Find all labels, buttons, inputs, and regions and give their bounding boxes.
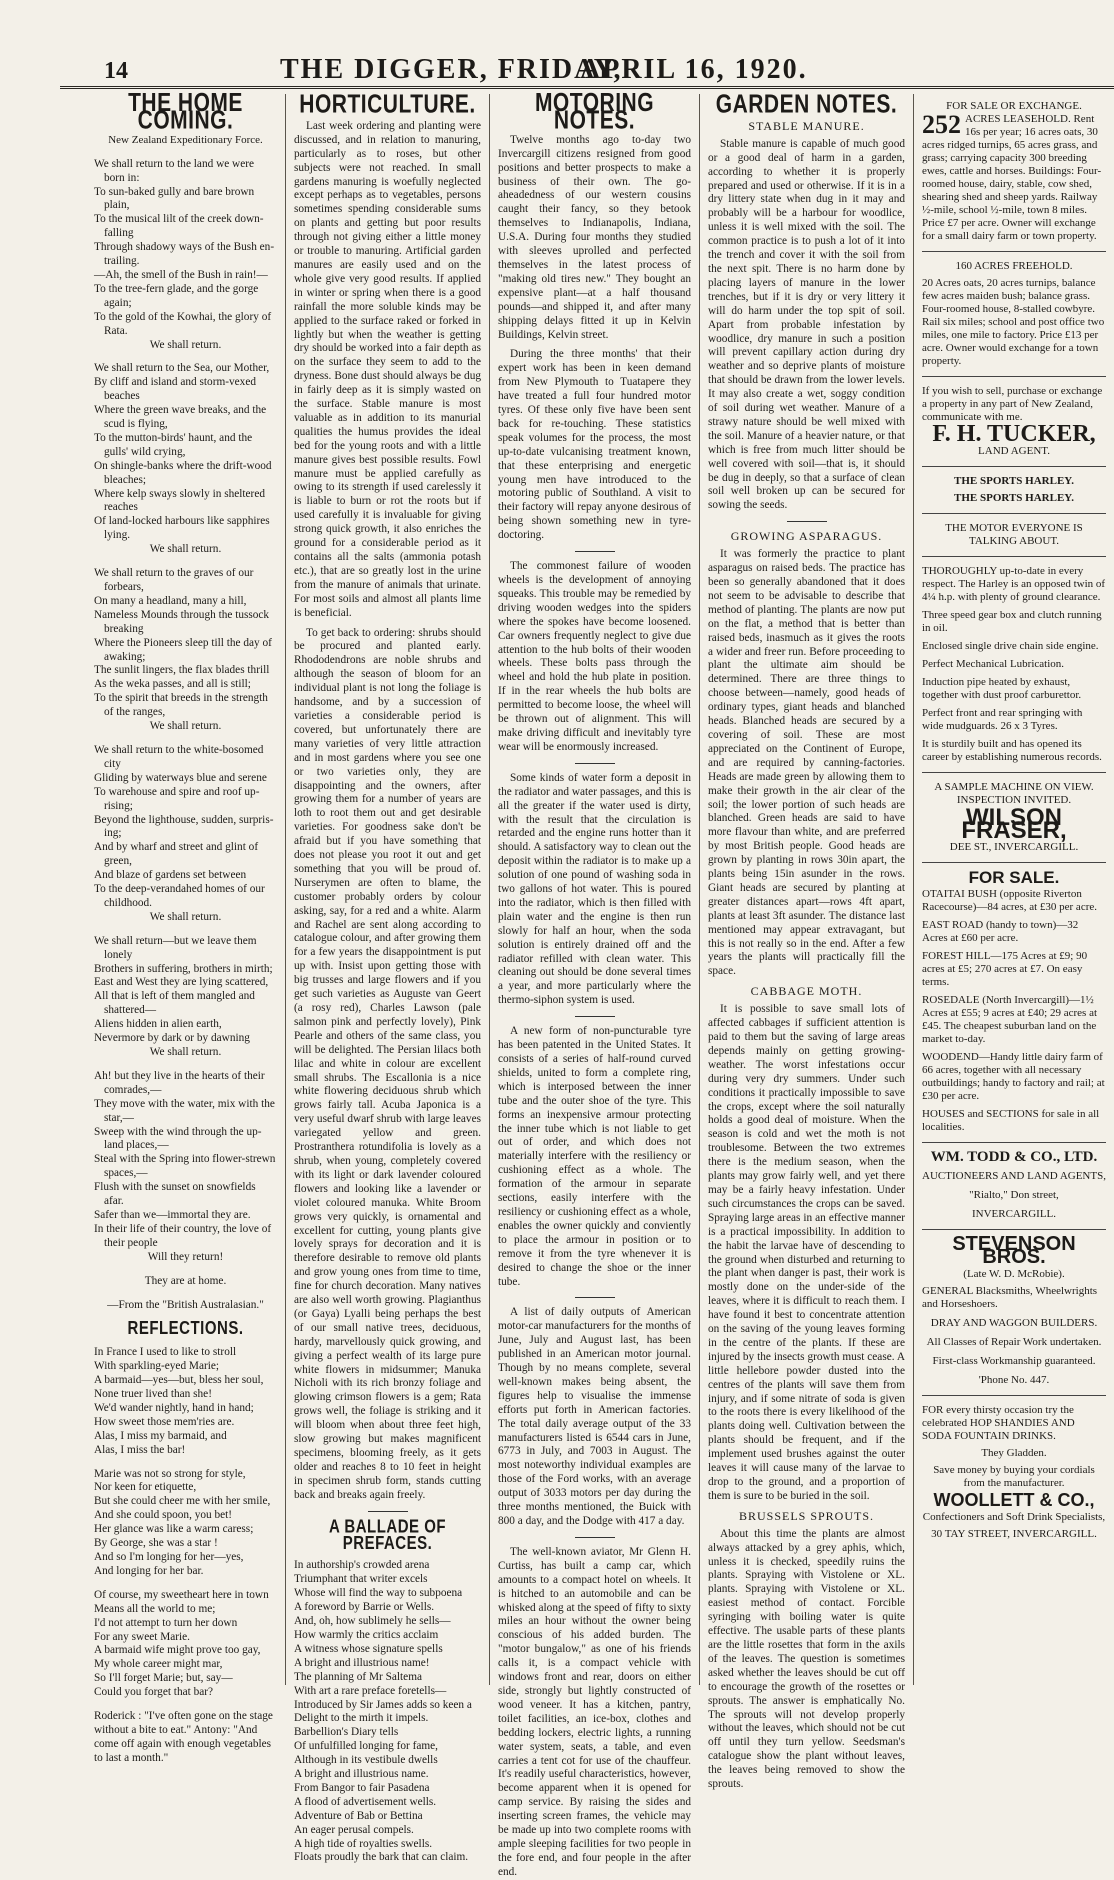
stevenson-workmanship: First-class Workmanship guaranteed. (932, 1355, 1096, 1367)
ad-divider (922, 376, 1106, 377)
verse-line: We shall return to the white-bosomed city (94, 743, 264, 770)
column-home-coming (86, 88, 286, 1764)
harley-feature-list (922, 565, 1106, 764)
verse-line: Steal with the Spring into flower-strewn spaces,— (94, 1153, 276, 1180)
verse-line: Aliens hidden in alien earth, (94, 1018, 222, 1031)
verse-line: Gliding by waterways blue and serene (94, 771, 267, 784)
asparagus-text: It was formerly the practice to plant asparagus on raised beds. The practice has been so generally abandoned that it does not seem to be advisable to describe that method of planting. The plants are now put on the flat, a method that is better than raised beds, inasmuch as it gives the roots a wider and freer run. Before proceeding to plant the ultimate aim should be determined. There are three things to choose between—namely, good heads of ordinary types, giant heads and blanched heads. Blanched heads are secured by a covering of soil. These are most appreciated on the Continent of Europe, and are required by canning-factories. Heads are made green by allowing them to make their growth in the air clear of the soil; the lower portion of such heads are blanched. Green heads are said to have more flavour than white, and are preferred by most British people. Good heads are grown by planting in rows 30in apart, the plants being 15in asunder in the rows. Giant heads are secured by planting at greater distances apart—rows 4ft apart, plants at least 3ft asunder. The distance last mentioned may appear extravagant, but this is not really so in the end. After a few years the plants will practically fill the space. (708, 548, 905, 978)
verse-line: Where the green wave breaks, and the scud is flying, (94, 404, 267, 431)
verse-line: Of unfulfilled longing for fame, (294, 1740, 438, 1753)
verse-line: We'd wander nightly, hand in hand; (94, 1401, 254, 1414)
verse-line: The sunlit lingers, the flax blades thrill (94, 664, 270, 677)
ad-divider (922, 513, 1106, 514)
verse-line: How warmly the critics acclaim (294, 1628, 439, 1641)
harley-feature: Perfect Mechanical Lubrication. (922, 658, 1065, 670)
verse-line: Adventure of Bab or Bettina (294, 1809, 423, 1822)
sale-listing: OTAITAI BUSH (opposite Riverton Racecourse)—84 acres, at £30 per acre. (922, 888, 1097, 913)
verse-line: Could you forget that bar? (94, 1686, 214, 1699)
verse-line: In France I used to like to stroll (94, 1346, 237, 1359)
poem-stanza (94, 1468, 277, 1579)
verse-line: Triumphant that writer excels (294, 1573, 428, 1586)
verse-line: Nevermore by dark or by dawning (94, 1032, 250, 1045)
section-divider (575, 763, 615, 764)
verse-line: And by wharf and street and glint of green, (94, 841, 259, 868)
verse-line: Floats proudly the bark that can claim. (294, 1851, 469, 1864)
verse-line: How sweet those mem'ries are. (94, 1415, 235, 1428)
motoring-paragraph-7: The well-known aviator, Mr Glenn H. Curtiss, has built a camp car, which amounts to a compact hotel on wheels. It is hitched to an automobile and can be whisked along at the speed of fifty to sixty miles an hour without the owner being conscious of his added burden. The "motor bungalow," as one of his friends calls it, is a compact vehicle with windows front and rear, doors on either side, strongly but lightly constructed of wood veneer. It has a kitchen, pantry, toilet facilities, an ice-box, clothes and bedding lockers, electric lights, a running water system, seats, a table, and even carries a tent cot for use of the chauffeur. It's readily useful characteristics, however, become apparent when it is opened for camp service. By raising the sides and inserting screen frames, the vehicle may be made up into two complete rooms with ample sleeping facilities for two people in the fore end, and four people in the after end. (498, 1545, 691, 1878)
verse-line: Sweep with the wind through the up-land places,— (94, 1125, 262, 1152)
poem-refrain: We shall return. (149, 338, 222, 351)
column-garden-notes (700, 90, 914, 1791)
woollett-save: Save money by buying your cordials from the manufacturer. (933, 1464, 1095, 1489)
woollett-text: FOR every thirsty occasion try the celebrated HOP SHANDIES AND SODA FOUNTAIN DRINKS. (922, 1404, 1075, 1442)
verse-line: Nameless Mounds through the tussock breaking (94, 608, 270, 635)
section-divider (575, 1297, 615, 1298)
verse-line: An eager perusal compels. (294, 1823, 414, 1836)
woollett-name: WOOLLETT & CO., (933, 1490, 1095, 1510)
verse-line: Where the Pioneers sleep till the day of awaking; (94, 636, 272, 663)
verse-line: We shall return to the Sea, our Mother, (94, 362, 270, 375)
column-advertisements (914, 94, 1114, 1685)
verse-line: Flush with the sunset on snowfields afar. (94, 1181, 256, 1208)
verse-line: East and West they are lying scattered, (94, 976, 269, 989)
home-coming-poem (94, 158, 277, 1289)
motoring-paragraph-6: A list of daily outputs of American motor-car manufacturers for the months of June, July and August last, has been published in an American motor journal. Though by no means complete, several well-known makes being absent, the figures help to visualise the immense efforts put forth in American factories. The total daily average output of the 33 manufacturers listed is 6544 cars in June, 6773 in July, and 7003 in August. The most noteworthy individual examples are those of the Ford works, with an average output of 3033 motors per day during the three months mentioned, the Buick with 800 a day, and the Dodge with 417 a day. (498, 1306, 691, 1527)
verse-line: Alas, I miss my barmaid, and (94, 1429, 227, 1442)
motor-tagline: THE MOTOR EVERYONE IS TALKING ABOUT. (945, 522, 1083, 547)
sale-listings (922, 888, 1106, 1134)
todd-name: WM. TODD & CO., LTD. (930, 1149, 1098, 1165)
verse-line: Through shadowy ways of the Bush en-trailing. (94, 241, 275, 268)
stable-manure-text: Stable manure is capable of much good or a good deal of harm in a garden, according to whether it is properly prepared and used or otherwise. If it is in a dry littery state when dug in it may and probably will be a harbour for woodlice, unless it is well mixed with the soil. The common practice is to push a lot of it into the trench and cover it with the soil from the next spit. There is no harm done by placing layers of manure in the lower trenches, but if it is dry or very littery it will do harm under the top spit of soil. Apart from probable infestation by woodlice, dry manure in such a position will prevent capillary action during dry weather and so deprive plants of moisture that should be drawn from the lower levels. It may also create a wet, soggy condition of soil during wet weather. Manure of a strawy nature should be well mixed with the soil. Manure of a heavier nature, or that which is free from much litter should be well covered with soil—that is, it should be dug in deeply, so that a surface of clean soil well broken up can be secured for sowing the seeds. (708, 137, 905, 512)
sale-exchange-heading: FOR SALE OR EXCHANGE. (946, 100, 1082, 112)
woollett-glad: They Gladden. (981, 1447, 1047, 1459)
verse-line: Her glance was like a warm caress; (94, 1523, 254, 1536)
fraser-address: DEE ST., INVERCARGILL. (949, 841, 1079, 853)
verse-line: To the gold of the Kowhai, the glory of Rata. (94, 310, 272, 337)
poem-stanza (94, 567, 277, 734)
horticulture-heading: HORTICULTURE. (299, 90, 476, 119)
verse-line: All that is left of them mangled and shattered— (94, 990, 255, 1017)
verse-line: Beyond the lighthouse, sudden, surpris-ing; (94, 813, 274, 840)
ballade-heading: A BALLADE OF PREFACES. (328, 1516, 447, 1554)
verse-line: On many a headland, many a hill, (94, 594, 247, 607)
leasehold-text: ACRES LEASEHOLD. Rent 16s per year; 16 acres oats, 30 acres ridged turnips, 65 acres grass, and grass; carrying capacity 300 breeding ewes, cattle and horses. Buildings: Four-roomed house, dairy, stable, cow shed, shearing shed and sheep yards. Railway ½-mile, school ½-mile, town 8 miles. Price £7 per acre. Owner will exchange for a small dairy farm or town property. (922, 113, 1102, 242)
cabbage-moth-text: It is possible to save small lots of affected cabbages if sufficient attention is paid to them but the saving of large areas depends mainly on getting growing-weather. The worst infestations occur during very dry summers. Under such conditions it practically impossible to save the crops, except where the soil naturally holds a good deal of moisture. When the season is cold and wet the moth is not troublesome. Between the two extremes there is the medium season, when the plants may grow fairly well, and yet there may be a fairly heavy infestation. Under such circumstances the crops can be saved. Spraying large areas in an effective manner is a practical impossibility. In addition to the habit the larvae have of descending to the ground when disturbed and returning to the plant when danger is past, their work is mostly done on the under-side of the leaves, where it is difficult to reach them. I have found it best to concentrate attention on the saving of the young leaves forming in the centre of the plants. If these are injured by the insects growth must cease. A little hellebore powder dusted into the centres of the plants will save them from injury, and if some nitrate of soda is given to the roots there is every likelihood of the plants doing well. Cultivation between the plants should be frequent, and if the implement used brushes against the outer leaves it will cause many of the larvae to drop to the ground, and a proportion of them is sure to be buried in the soil. (708, 1003, 905, 1502)
verse-line: Barbellion's Diary tells (294, 1726, 399, 1739)
ad-divider (922, 251, 1106, 252)
verse-line: A barmaid—yes—but, bless her soul, (94, 1374, 264, 1387)
verse-line: A foreword by Barrie or Wells. (294, 1601, 435, 1614)
sale-listing: FOREST HILL—175 Acres at £9; 90 acres at £5; 270 acres at £7. On easy terms. (922, 950, 1088, 988)
verse-line: From Bangor to fair Pasadena (294, 1781, 430, 1794)
stevenson-phone: 'Phone No. 447. (978, 1374, 1050, 1386)
sale-listing: HOUSES and SECTIONS for sale in all localities. (922, 1108, 1100, 1133)
verse-line: But she could cheer me with her smile, (94, 1495, 271, 1508)
horticulture-paragraph-2: To get back to ordering: shrubs should be procured and planted early. Rhododendrons are noble shrubs and although the season of bloom for an individual plant is not long the foliage is handsome, and by a succession of varieties a considerable period is covered, but unfortunately there are many varieties of very little attraction and in most gardens where you see one or two varieties only, they are disappointing and the owners, after growing them for a number of years are loth to root them out and get desirable varieties. For goodness sake don't be afraid but if you have something that does not please you root it out and get something that you will be proud of. Nurserymen are often to blame, the customer probably orders by colour asking, say, for a red and a white. Alarm and Rachel are sent along according to catalogue colour, and after growing them for a few years the disappointment is put up with. Insist upon getting those with big trusses and large flowers and if you get such varieties as Auguste van Geert (a rosy red), Charles Lawson (pale salmon pink and perfectly lovely), Pink Pearle and others of the same class, you will be delighted. The Persian lilacs both lilac and white in colour are excellent small shrubs. The Escallonia is a nice white flowering deciduous shrub which grows fairly tall. Acuba Japonica is a very useful dwarf shrub with large leaves variegated yellow and green. Prostranthera rotundifolia is lovely as a shrub, when young, completely covered with its light or dark lavender coloured flowers and looking like a lavender or violet coloured manuka. White Broom grows very quickly, is ornamental and excellent for cutting, young plants give lovely sprays for decoration and it is therefore desirable to remove old plants and grow young ones from time to time, fine for church decoration. Many natives are also well worth growing. Plagianthus (or Gaya) Lyalli being perhaps the best of our small native trees, deciduous, hardy, marvellously quick growing, and giving a perfect wealth of its large pure white flowers in midsummer; Manuka Nicholi with its rich bronzy foliage and glowing crimson flowers is a gem; Rata grows well, the foliage is striking and it will bloom when about three feet high, slow growing but makes magnificent specimens, blooming freely, as it gets older and reaches 8 to 10 feet in height in specimen shrub form, stands cutting back and breaks again freely. (294, 626, 481, 1501)
stable-manure-heading: STABLE MANURE. (748, 118, 865, 133)
verse-line: To the spirit that breeds in the strength of the ranges, (94, 692, 268, 719)
wish-text: If you wish to sell, purchase or exchange a property in any part of New Zealand, communicate with me. (922, 385, 1103, 423)
verse-line: A bright and illustrious name! (294, 1656, 430, 1669)
harley-feature: Three speed gear box and clutch running in oil. (922, 609, 1102, 634)
todd-role: AUCTIONEERS AND LAND AGENTS, (922, 1170, 1106, 1182)
reflections-heading: REFLECTIONS. (127, 1318, 244, 1340)
ad-divider (922, 556, 1106, 557)
poem-stanza (94, 935, 277, 1060)
poem-refrain: We shall return. (149, 720, 222, 733)
freehold-text: 20 Acres oats, 20 acres turnips, balance few acres maiden bush; balance grass. Four-roomed house, 8-stalled cowbyre. Rail six miles; school and post office two miles, one mile to factory. Price £13 per acre. Owner would exchange for a town property. (922, 277, 1105, 367)
stevenson-repair: All Classes of Repair Work undertaken. (926, 1336, 1102, 1348)
verse-line: A high tide of royalties swells. (294, 1837, 433, 1850)
poem-stanza (94, 158, 277, 353)
ballade-poem (294, 1559, 481, 1865)
column-motoring-notes (490, 88, 700, 1878)
poem-refrain: They are at home. (144, 1274, 227, 1287)
verse-line: Introduced by Sir James adds so keen a (294, 1698, 472, 1711)
section-divider (368, 1511, 408, 1512)
ad-divider (922, 772, 1106, 773)
section-divider (575, 1016, 615, 1017)
verse-line: —Ah, the smell of the Bush in rain!— (94, 268, 268, 281)
brussels-sprouts-text: About this time the plants are almost always attacked by a grey aphis, which, unless it is checked, speedily ruins the plants. Spraying with Vistolene or XL. plants. Spraying with Vistolene or XL. easiest method of contact. Forcible syringing with boiling water is quite effective. The usable parts of these plants are the little rosettes that form in the axils of the leaves. The question is sometimes asked whether the leaves should be cut off to encourage the growth of the rosettes or sprouts. The answer is emphatically No. The sprouts will not develop properly without the leaves, which should not be cut off until they turn yellow. Seedsman's catalogue show the plant without leaves, the leaves being removed to show the sprouts. (708, 1527, 905, 1791)
poem-stanza (94, 1346, 277, 1457)
verse-line: To sun-baked gully and bare brown plain, (94, 185, 255, 212)
verse-line: To the mutton-birds' haunt, and the gulls' wild crying, (94, 431, 253, 458)
harley-feature: Enclosed single drive chain side engine. (922, 640, 1099, 652)
verse-line: In their life of their country, the love of their people (94, 1222, 272, 1249)
verse-line: For any sweet Marie. (94, 1630, 190, 1643)
verse-line: Of course, my sweetheart here in town (94, 1588, 269, 1601)
poem-refrain: We shall return. (149, 1046, 222, 1058)
tucker-name: F. H. TUCKER, (932, 421, 1096, 447)
todd-city: INVERCARGILL. (971, 1208, 1057, 1220)
verse-line: By George, she was a star ! (94, 1537, 218, 1550)
verse-line: To the deep-verandahed homes of our childhood. (94, 883, 265, 909)
ad-divider (922, 1142, 1106, 1143)
ad-divider (922, 1229, 1106, 1230)
verse-line: They move with the water, mix with the star,— (94, 1097, 275, 1124)
sample-machine-text: A SAMPLE MACHINE ON VIEW. INSPECTION INVITED. (934, 781, 1094, 806)
verse-line: And, oh, how sublimely he sells— (294, 1615, 451, 1628)
verse-line: We shall return to the graves of our forbears, (94, 567, 254, 593)
leasehold-ad (922, 110, 1106, 243)
harley-feature: Perfect front and rear springing with wide mudguards. 26 x 3 Tyres. (922, 707, 1083, 732)
acres-number: 252 (922, 110, 961, 139)
verse-line: The planning of Mr Saltema (294, 1670, 423, 1683)
verse-line: To the tree-fern glade, and the gorge again; (94, 282, 259, 309)
motoring-paragraph-3: The commonest failure of wooden wheels is the development of annoying squeaks. This trouble may be remedied by driving wooden wedges into the spiders where the spokes have become loosened. Car owners frequently neglect to give due attention to the hub bolts of their wooden wheels. These bolts pass through the wheel and hold the hub plate in position. If in the rear wheels the hub bolts are permitted to become loose, the wheel will be thrown out of alignment. This will make driving difficult and inevitably tyre wear will be enormously increased. (498, 560, 691, 753)
motoring-paragraph-1: Twelve months ago to-day two Invercargill citizens resigned from good positions and better prospects to make a business of their own. The go-aheadedness of our western cousins caught their fancy, so they betook themselves to Indianapolis, Indiana, U.S.A. During four months they studied with sleeves uprolled and perfected themselves in the latest process of "making old tires new." They bought an expensive plant—at a half thousand pounds—and shipped it, and after many shipping delays fitted it up in Kelvin Buildings, Kelvin street. (498, 133, 691, 341)
harley-feature: Induction pipe heated by exhaust, together with dust proof carburettor. (922, 676, 1082, 701)
verse-line: We shall return to the land we were born in: (94, 157, 255, 184)
verse-line: Marie was not so strong for style, (94, 1467, 246, 1480)
harley-line-1: THE SPORTS HARLEY. (954, 475, 1074, 487)
verse-line: We shall return—but we leave them lonely (94, 934, 257, 961)
woollett-role: Confectioners and Soft Drink Specialists, (922, 1511, 1106, 1523)
verse-line: A bright and illustrious name. (294, 1768, 429, 1781)
page-number: 14 (104, 58, 128, 84)
cabbage-moth-heading: CABBAGE MOTH. (750, 984, 863, 999)
verse-line: Safer than we—immortal they are. (94, 1208, 251, 1221)
verse-line: Delight to the mirth it impels. (294, 1712, 429, 1725)
motoring-paragraph-5: A new form of non-puncturable tyre has been patented in the United States. It consists of a series of half-round curved shields, united to form a complete ring, which is interposed between the inner tube and the outer shoe of the tyre. This forms an inexpensive armour protecting the inner tube which is not liable to get out of order, and which does not materially interfere with the resiliency or cushioning effect as a whole. The formation of the armour in separate sections, easily interfere with the resiliency or cushioning effect as a whole, enables the owner quickly and conviently to place the armour in position or to remove it from the tyre whenever it is desired to change the shoe or the inner tube. (498, 1025, 691, 1288)
section-divider (575, 1537, 615, 1538)
motoring-paragraph-2: During the three months' that their expert work has been in keen demand from New Plymouth to Tuatapere they have treated a full four hundred motor tyres. Of these only five have been sent back for re-touching. These statistics speak volumes for the process, the most up-to-date vulcanising treatment known, that these enterprising and energetic young men have introduced to the motoring public of Southland. A visit to their factory will repay anyone desirous of being shown something new in tyre-doctoring. (498, 348, 691, 542)
verse-line: Brothers in suffering, brothers in mirth; (94, 962, 273, 975)
motoring-paragraph-4: Some kinds of water form a deposit in the radiator and water passages, and this is all the greater if the water used is dirty, with the result that the circulation is retarded and the engine runs hotter than it should. A satisfactory way to clean out the deposit within the radiator is to make up a solution of one pound of washing soda in two gallons of hot water. This is poured into the radiator, which is then filled with plain water and the engine is then run slowly for half an hour, when the soda solution is entirely drained off and the radiator refilled with clean water. This cleaning out should be done several times a year, and more particularly where the thermo-siphon system is used. (498, 771, 691, 1007)
verse-line: My whole career might mar, (94, 1658, 223, 1671)
verse-line: By cliff and island and storm-vexed beaches (94, 376, 256, 403)
verse-line: In authorship's crowded arena (294, 1559, 430, 1572)
verse-line: To the musical lilt of the creek down-falling (94, 213, 264, 240)
poem-refrain: Will they return! (147, 1250, 224, 1263)
verse-line: And blaze of gardens set between (94, 869, 247, 882)
verse-line: So I'll forget Marie; but, say— (94, 1672, 233, 1685)
verse-line: With sparkling-eyed Marie; (94, 1360, 220, 1373)
verse-line: And longing for her bar. (94, 1564, 204, 1577)
verse-line: On shingle-banks where the drift-wood bleaches; (94, 459, 272, 486)
section-divider (575, 551, 615, 552)
home-coming-source: —From the "British Australasian." (107, 1298, 264, 1311)
poem-stanza (94, 362, 277, 557)
verse-line: As the weka passes, and all is still; (94, 678, 251, 691)
tucker-role: LAND AGENT. (978, 445, 1050, 457)
verse-line: None truer lived than she! (94, 1388, 212, 1401)
ad-divider (922, 466, 1106, 467)
ad-divider (922, 862, 1106, 863)
todd-address: "Rialto," Don street, (969, 1189, 1059, 1201)
poem-refrain: We shall return. (149, 543, 222, 556)
poem-stanza (94, 744, 277, 925)
motoring-heading: MOTORING NOTES. (534, 88, 655, 135)
verse-line: To warehouse and spire and roof up-rising; (94, 785, 260, 812)
sale-listing: ROSEDALE (North Invercargill)—1½ Acres at £55; 9 acres at £40; 29 acres at £45. The cheapest suburban land on the market to-day. (922, 994, 1098, 1045)
stevenson-name: STEVENSON BROS. (952, 1233, 1076, 1268)
for-sale-heading: FOR SALE. (968, 868, 1060, 887)
verse-line: Although in its vestibule dwells (294, 1754, 438, 1767)
stevenson-sub: (Late W. D. McRobie). (963, 1268, 1065, 1280)
verse-line: And she could spoon, you bet! (94, 1509, 233, 1522)
column-horticulture (286, 90, 490, 1864)
verse-line: Nor keen for etiquette, (94, 1481, 197, 1494)
verse-line: I'd not attempt to turn her down (94, 1616, 238, 1629)
verse-line: Alas, I miss the bar! (94, 1443, 186, 1456)
freehold-heading: 160 ACRES FREEHOLD. (955, 260, 1073, 272)
verse-line: Means all the world to me; (94, 1602, 216, 1615)
issue-date: APRIL 16, 1920. (580, 54, 808, 85)
newspaper-title: THE DIGGER, FRIDAY, (280, 54, 623, 85)
verse-line: And so I'm longing for her—yes, (94, 1551, 244, 1563)
brussels-sprouts-heading: BRUSSELS SPROUTS. (738, 1508, 875, 1523)
reflections-anecdote: Roderick : "I've often gone on the stage without a bite to eat." Antony: "And come off again with enough vegetables to last a month." (94, 1710, 273, 1764)
home-coming-heading: THE HOME COMING. (128, 88, 243, 135)
stevenson-trade: GENERAL Blacksmiths, Wheelwrights and Horseshoers. (922, 1285, 1098, 1310)
home-coming-byline: New Zealand Expeditionary Force. (108, 133, 263, 146)
verse-line: A flood of advertisement wells. (294, 1795, 437, 1808)
sale-listing: EAST ROAD (handy to town)—32 Acres at £60 per acre. (922, 919, 1079, 944)
verse-line: Ah! but they live in the hearts of their comrades,— (94, 1069, 265, 1096)
harley-feature: THOROUGHLY up-to-date in every respect. The Harley is an opposed twin of 4¼ h.p. with plenty of ground clearance. (922, 565, 1106, 603)
poem-stanza (94, 1589, 277, 1700)
verse-line: With art a rare preface foretells— (294, 1684, 447, 1697)
poem-stanza (94, 1070, 277, 1265)
verse-line: Of land-locked harbours like sapphires lying. (94, 515, 270, 542)
verse-line: Whose will find the way to subpoena (294, 1587, 463, 1600)
asparagus-heading: GROWING ASPARAGUS. (730, 529, 883, 544)
fraser-name: WILSON FRASER, (961, 804, 1067, 844)
ad-divider (922, 1395, 1106, 1396)
harley-line-2: THE SPORTS HARLEY. (954, 492, 1074, 504)
garden-notes-heading: GARDEN NOTES. (715, 90, 898, 119)
stevenson-builders: DRAY AND WAGGON BUILDERS. (930, 1317, 1098, 1329)
woollett-address: 30 TAY STREET, INVERCARGILL. (931, 1528, 1097, 1540)
section-divider (787, 521, 827, 522)
horticulture-paragraph-1: Last week ordering and planting were discussed, and in relation to manuring, particularly as to roses, but other subjects were not reached. In small gardens manuring is woefully neglected except perhaps as to vegetables, persons sometimes spending considerable sums on plants and getting but poor results through not giving either a little money or trouble to manuring. Artificial garden manures are easily used and on the whole give very good results. If applied in winter or spring when there is a good rainfall the more soluble kinds may be applied to the surface raked or forked in lightly but when the weather is getting dry should be worked into a fair depth as on the surface they seem to add to the dryness. Bone dust should always be dug in fairly deep as it is simply wasted on the surface. Stable manure is most valuable as in addition to its manurial qualities the humus provides the ideal bed for the young roots and with a little manure gives best possible results. Fowl manure must be applied carefully as owing to its strength if used carelessly it is liable to burn or rot the roots but if used carefully it is invaluable for giving strong quick growth, it also enriches the ground for a considerable period as it contains all the salts (ammonia potash etc.), that are so greatly lost in the urine from the manure of animals that urinate. For most soils and almost all plants lime is beneficial. (294, 119, 481, 619)
verse-line: Where kelp sways slowly in sheltered reaches (94, 487, 265, 514)
poem-refrain: We shall return. (149, 910, 222, 923)
sale-listing: WOODEND—Handy little dairy farm of 66 acres, together with all necessary outbuildings; handy to factory and rail; at £30 per acre. (922, 1051, 1105, 1102)
verse-line: A barmaid wife might prove too gay, (94, 1644, 261, 1657)
reflections-poem (94, 1346, 277, 1700)
verse-line: A witness whose signature spells (294, 1642, 443, 1655)
harley-feature: It is sturdily built and has opened its career by establishing numerous records. (922, 738, 1102, 763)
masthead (60, 52, 1114, 89)
